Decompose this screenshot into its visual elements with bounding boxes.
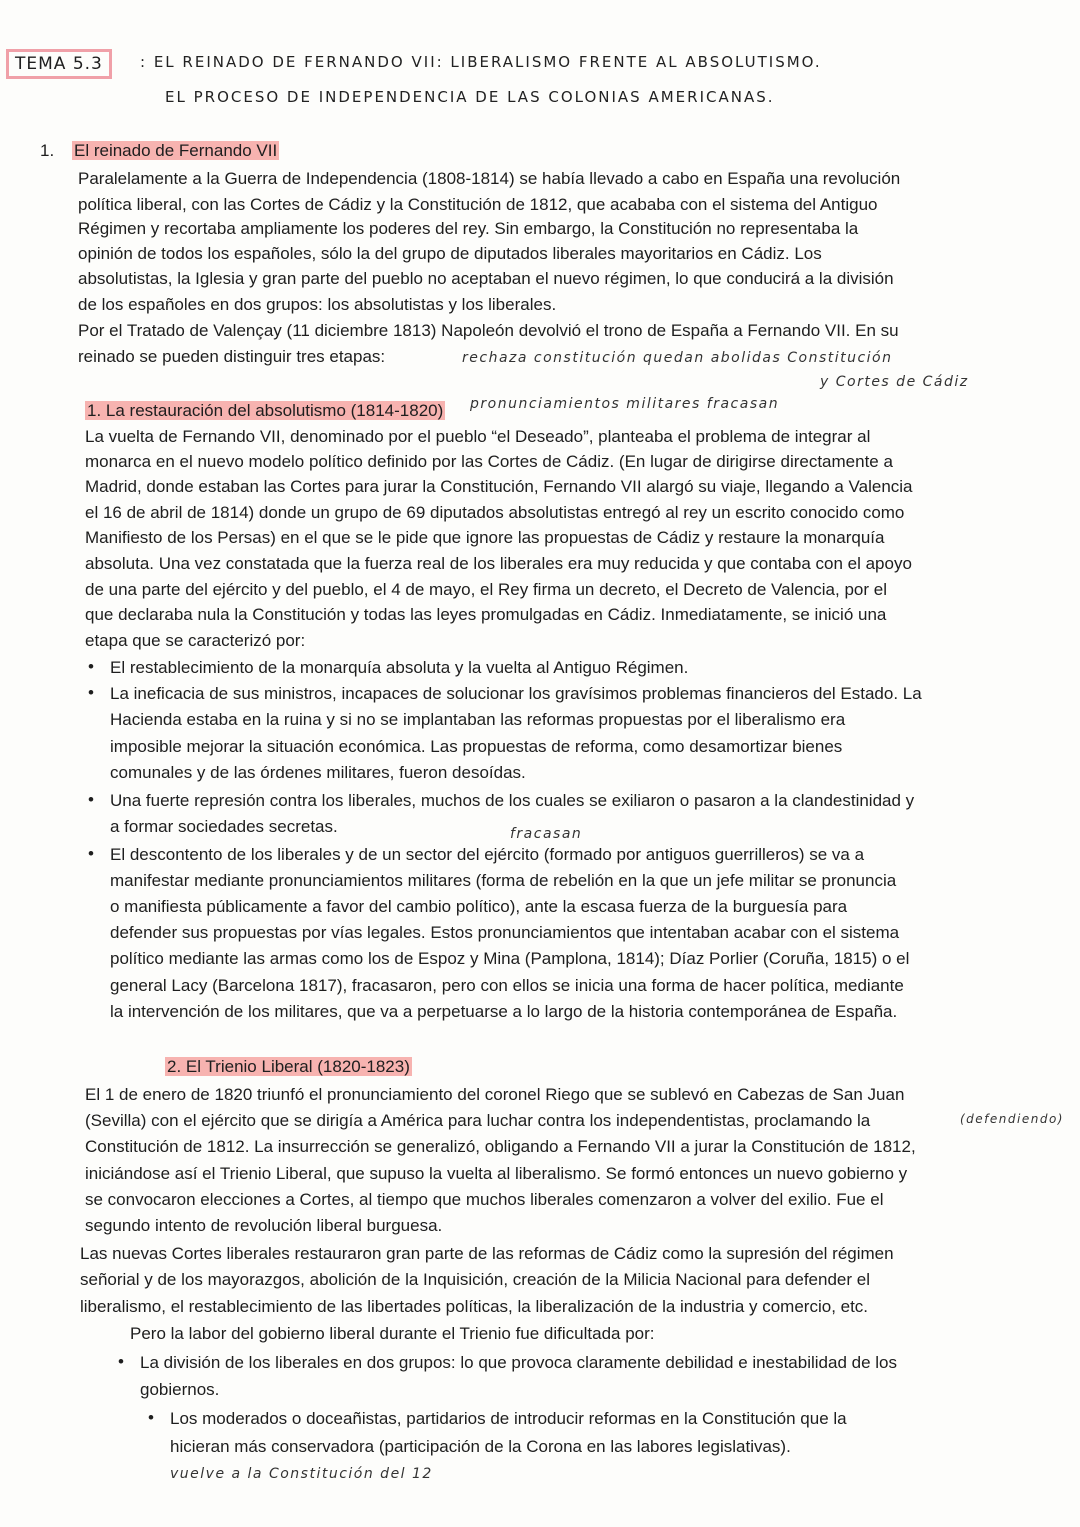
text-line: Una fuerte represión contra los liberales, muchos de los cuales se exiliaron o pasaron a la clandestinidad y [110,791,915,810]
subsection-heading-2-text: 2. El Trienio Liberal (1820-1823) [167,1057,410,1076]
subsection-heading-1 [85,400,445,422]
text-line: opinión de todos los españoles, sólo la del grupo de diputados liberales mayoritarios en Cádiz. Los [78,244,822,263]
text-line: El restablecimiento de la monarquía absoluta y la vuelta al Antiguo Régimen. [110,658,689,677]
text-line: política liberal, con las Cortes de Cádiz y la Constitución de 1812, que acababa con el sistema del Antiguo [78,195,878,214]
text-line: monarca en el nuevo modelo político definido por las Cortes de Cádiz. (En lugar de dirigirse directamente a [85,452,893,471]
handwritten-note: pronunciamientos militares fracasan [470,396,780,412]
section-number: 1. [40,141,55,160]
text-line: La ineficacia de sus ministros, incapaces de solucionar los gravísimos problemas financieros del Estado. La [110,684,922,703]
section-heading [72,140,279,162]
text-line: a formar sociedades secretas. [110,817,338,836]
bullet-icon: • [88,657,94,676]
text-line: etapa que se caracterizó por: [85,631,306,650]
text-line: absoluta. Una vez constatada que la fuerza real de los liberales era muy reducida y que contaba con el apoyo [85,554,912,573]
bullet-icon: • [88,844,94,863]
text-line: absolutistas, la Iglesia y gran parte del pueblo no aceptaban el nuevo régimen, lo que conducirá a la división [78,269,894,288]
text-line: La vuelta de Fernando VII, denominado por el pueblo “el Deseado”, planteaba el problema de integrar al [85,427,871,446]
bullet-icon: • [88,790,94,809]
text-line: Manifiesto de los Persas) en el que se le pide que ignore las propuestas de Cádiz y restaure la monarquía [85,528,885,547]
text-line: hicieran más conservadora (participación de la Corona en las labores legislativas). [170,1437,791,1456]
text-line: Constitución de 1812. La insurrección se generalizó, obligando a Fernando VII a jurar la Constitución de 1812, [85,1137,916,1156]
text-line: Régimen y recortaba ampliamente los poderes del rey. Sin embargo, la Constitución no representaba la [78,219,859,238]
handwritten-note: y Cortes de Cádiz [820,374,969,390]
text-line: segundo intento de revolución liberal burguesa. [85,1216,443,1235]
text-line: el 16 de abril de 1814) donde un grupo de 69 diputados absolutistas entregó al rey un escrito conocido como [85,503,905,522]
handwritten-note: vuelve a la Constitución del 12 [170,1466,433,1482]
text-line: de una parte del ejército y del pueblo, el 4 de mayo, el Rey firma un decreto, el Decreto de Valencia, por el [85,580,887,599]
handwritten-note: rechaza constitución quedan abolidas Constitución [462,350,893,366]
title-line-1: : EL REINADO DE FERNANDO VII: LIBERALISMO FRENTE AL ABSOLUTISMO. [140,53,822,71]
title-line-2: EL PROCESO DE INDEPENDENCIA DE LAS COLONIAS AMERICANAS. [165,88,775,106]
text-line: liberalismo, el restablecimiento de las libertades políticas, la liberalización de la industria y comercio, etc. [80,1297,869,1316]
handwritten-note: (defendiendo) [960,1112,1064,1126]
bullet-icon: • [148,1408,154,1427]
text-line: general Lacy (Barcelona 1817), fracasaron, pero con ellos se inicia una forma de hacer política, mediante [110,976,904,995]
text-line: gobiernos. [140,1380,220,1399]
text-line: Por el Tratado de Valençay (11 diciembre 1813) Napoleón devolvió el trono de España a Fernando VII. En su [78,321,899,340]
text-line: iniciándose así el Trienio Liberal, que supuso la vuelta al liberalismo. Se formó entonces un nuevo gobierno y [85,1164,908,1183]
text-line: Hacienda estaba en la ruina y si no se implantaban las reformas propuestas por el liberalismo era [110,710,846,729]
text-line: la intervención de los militares, que va a perpetuarse a lo largo de la historia contemporánea de España. [110,1002,898,1021]
text-line: de los españoles en dos grupos: los absolutistas y los liberales. [78,295,557,314]
text-line: Pero la labor del gobierno liberal durante el Trienio fue dificultada por: [130,1324,655,1343]
text-line: imposible mejorar la situación económica. Las propuestas de reforma, como desamortizar bienes [110,737,843,756]
text-line: La división de los liberales en dos grupos: lo que provoca claramente debilidad e inestabilidad de los [140,1353,897,1372]
text-line: defender sus propuestas por vías legales. Estos pronunciamientos que intentaban acabar con el sistema [110,923,900,942]
text-line: Madrid, donde estaban las Cortes para jurar la Constitución, Fernando VII alargó su viaje, llegando a Valencia [85,477,913,496]
bullet-icon: • [118,1352,124,1371]
text-line: Las nuevas Cortes liberales restauraron gran parte de las reformas de Cádiz como la supresión del régimen [80,1244,894,1263]
text-line: El 1 de enero de 1820 triunfó el pronunciamiento del coronel Riego que se sublevó en Cabezas de San Juan [85,1085,905,1104]
topic-number-badge: TEMA 5.3 [6,49,112,79]
text-line: reinado se pueden distinguir tres etapas: [78,347,386,366]
text-line: Los moderados o doceañistas, partidarios de introducir reformas en la Constitución que la [170,1409,847,1428]
text-line: El descontento de los liberales y de un sector del ejército (formado por antiguos guerrilleros) se va a [110,845,865,864]
text-line: que declaraba nula la Constitución y todas las leyes promulgadas en Cádiz. Inmediatamente, se inició una [85,605,887,624]
subsection-heading-2 [165,1056,412,1078]
text-line: (Sevilla) con el ejército que se dirigía a América para luchar contra los independentistas, proclamando la [85,1111,871,1130]
subsection-heading-1-text: 1. La restauración del absolutismo (1814-1820) [87,401,444,420]
text-line: o manifiesta públicamente a favor del cambio político), ante la escasa fuerza de la burguesía para [110,897,848,916]
text-line: político mediante las armas como los de Espoz y Mina (Pamplona, 1814); Díaz Porlier (Coruña, 1815) o el [110,949,910,968]
text-line: manifestar mediante pronunciamientos militares (forma de rebelión en la que un jefe militar se pronuncia [110,871,897,890]
text-line: comunales y de las órdenes militares, fueron desoídas. [110,763,526,782]
bullet-icon: • [88,683,94,702]
text-line: Paralelamente a la Guerra de Independencia (1808-1814) se había llevado a cabo en España una revolución [78,169,901,188]
section-heading-text: El reinado de Fernando VII [74,141,278,160]
text-line: se convocaron elecciones a Cortes, al tiempo que muchos liberales comenzaron a volver del exilio. Fue el [85,1190,884,1209]
handwritten-note: fracasan [510,826,583,842]
text-line: señorial y de los mayorazgos, abolición de la Inquisición, creación de la Milicia Nacional para defender el [80,1270,870,1289]
